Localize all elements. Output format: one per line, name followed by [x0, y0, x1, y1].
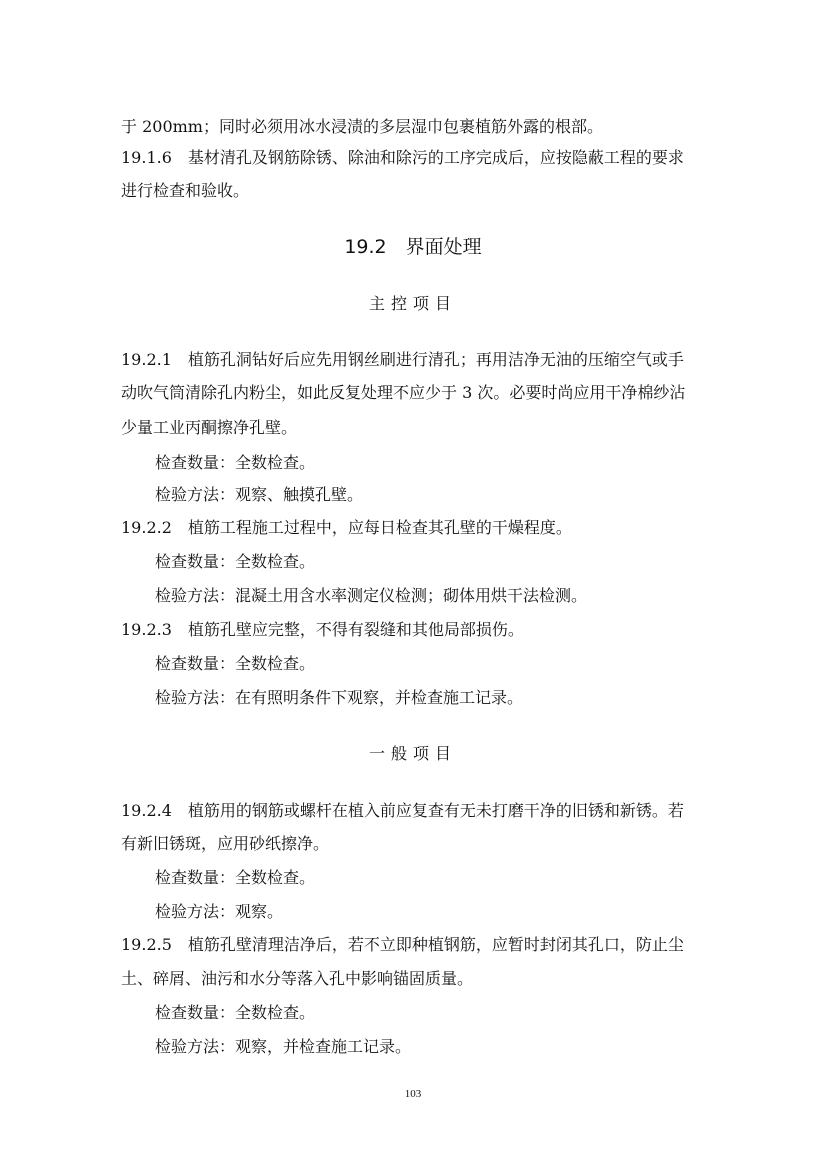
- paragraph-line: 少量工业丙酮擦净孔壁。: [121, 418, 298, 437]
- inspection-quantity: 检查数量：全数检查。: [155, 552, 316, 571]
- inspection-quantity: 检查数量：全数检查。: [155, 1003, 316, 1022]
- inspection-quantity: 检查数量：全数检查。: [155, 868, 316, 887]
- section-title: 19.2 界面处理: [344, 236, 482, 258]
- inspection-method: 检验方法：混凝土用含水率测定仪检测；砌体用烘干法检测。: [155, 586, 588, 605]
- paragraph-line: 19.2.4 植筋用的钢筋或螺杆在植入前应复查有无未打磨干净的旧锈和新锈。若: [121, 801, 684, 820]
- inspection-method: 检验方法：在有照明条件下观察，并检查施工记录。: [155, 688, 524, 707]
- page-number: 103: [404, 1088, 422, 1100]
- inspection-quantity: 检查数量：全数检查。: [155, 453, 316, 472]
- paragraph-line: 19.2.2 植筋工程施工过程中，应每日检查其孔壁的干燥程度。: [121, 518, 572, 537]
- paragraph-line: 进行检查和验收。: [121, 181, 250, 200]
- paragraph-line: 土、碎屑、油污和水分等落入孔中影响锚固质量。: [121, 969, 474, 988]
- paragraph-line: 19.2.3 植筋孔壁应完整，不得有裂缝和其他局部损伤。: [121, 620, 524, 639]
- paragraph-line: 19.2.5 植筋孔壁清理洁净后，若不立即种植钢筋，应暂时封闭其孔口，防止尘: [121, 935, 684, 954]
- inspection-method: 检验方法：观察、触摸孔壁。: [155, 485, 364, 504]
- paragraph-line: 19.1.6 基材清孔及钢筋除锈、除油和除污的工序完成后，应按隐蔽工程的要求: [121, 148, 684, 167]
- inspection-quantity: 检查数量：全数检查。: [155, 654, 316, 673]
- subsection-title-main-control: 主控项目: [368, 294, 457, 313]
- inspection-method: 检验方法：观察。: [155, 902, 284, 921]
- paragraph-line: 于 200mm；同时必须用冰水浸渍的多层湿巾包裹植筋外露的根部。: [121, 117, 603, 136]
- subsection-title-general: 一般项目: [368, 744, 457, 763]
- paragraph-line: 有新旧锈斑，应用砂纸擦净。: [121, 834, 330, 853]
- paragraph-line: 动吹气筒清除孔内粉尘，如此反复处理不应少于 3 次。必要时尚应用干净棉纱沾: [121, 383, 686, 402]
- paragraph-line: 19.2.1 植筋孔洞钻好后应先用钢丝刷进行清孔；再用洁净无油的压缩空气或手: [121, 350, 684, 369]
- inspection-method: 检验方法：观察，并检查施工记录。: [155, 1037, 412, 1056]
